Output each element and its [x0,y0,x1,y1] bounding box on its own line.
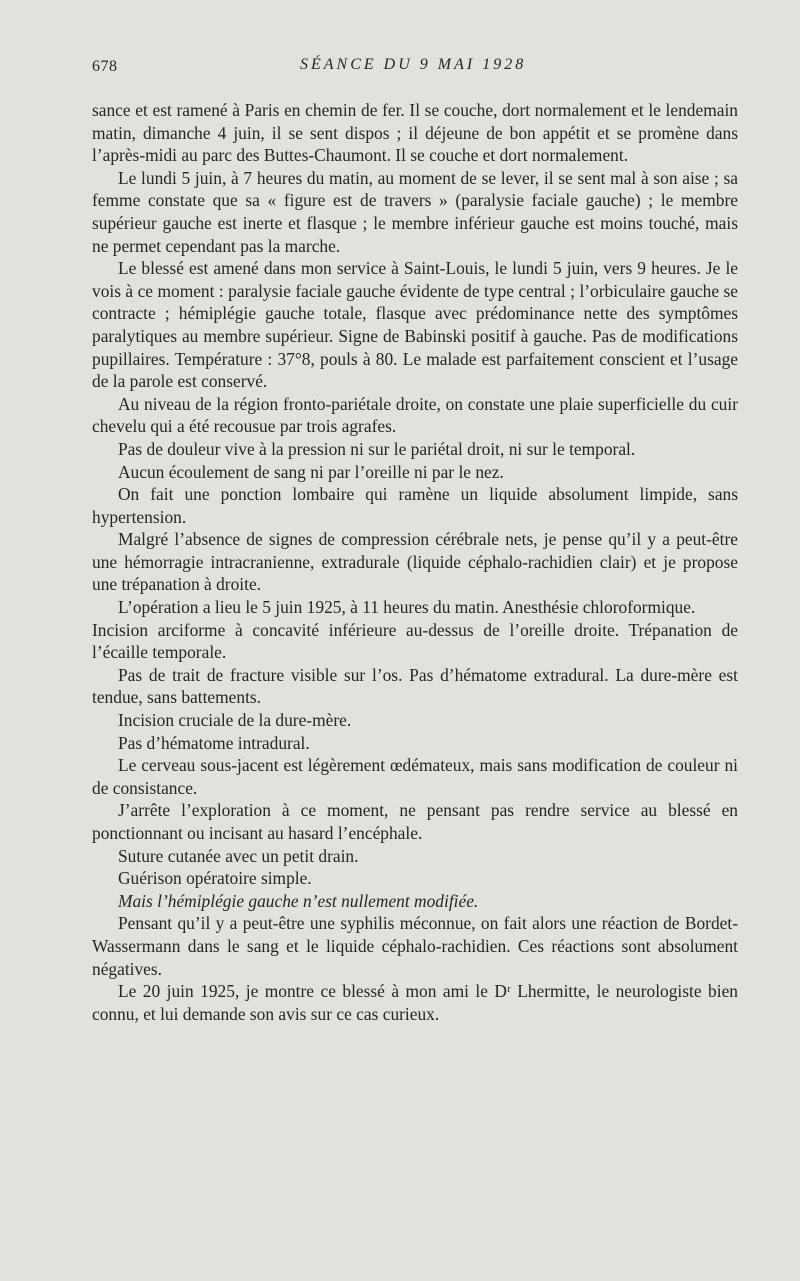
paragraph: Malgré l’absence de signes de compression cérébrale nets, je pense qu’il y a peut-être une hémorragie intracranienne, extradurale (liquide céphalo-rachidien clair) et je propose une trépanation à droite. [92,529,738,595]
paragraph: Incision cruciale de la dure-mère. [118,710,352,731]
page-number: 678 [92,58,118,75]
paragraph-italic: Mais l’hémiplégie gauche n’est nullement modifiée. [118,890,479,911]
paragraph: Suture cutanée avec un petit drain. [118,845,359,866]
paragraph: J’arrête l’exploration à ce moment, ne pensant pas rendre service au blessé en ponctionnant ou incisant au hasard l’encéphale. [92,800,738,843]
paragraph: Aucun écoulement de sang ni par l’oreille ni par le nez. [118,461,504,482]
paragraph: On fait une ponction lombaire qui ramène un liquide absolument limpide, sans hypertension. [92,484,738,527]
paragraph: Pas de trait de fracture visible sur l’os. Pas d’hématome extradural. La dure-mère est tendue, sans battements. [92,664,738,708]
paragraph-continuation: sance et est ramené à Paris en chemin de fer. Il se couche, dort normalement et le lendemain matin, dimanche 4 juin, il se sent dispos ; il déjeune de bon appétit et se promène dans l’après-midi au parc des Buttes-Chaumont. Il se couche et dort normalement. [92,100,738,166]
paragraph: Le 20 juin 1925, je montre ce blessé à mon ami le Dʳ Lhermitte, le neurologiste bien connu, et lui demande son avis sur ce cas curieux. [92,981,738,1024]
paragraph: Le lundi 5 juin, à 7 heures du matin, au moment de se lever, il se sent mal à son aise ; sa femme constate que sa « figure est de travers » (paralysie faciale gauche) ; le membre supérieur gauche est inerte et flasque ; le membre inférieur gauche est moins touché, mais ne permet cependant pas la marche. [92,167,738,256]
paragraph: Le blessé est amené dans mon service à Saint-Louis, le lundi 5 juin, vers 9 heures. Je le vois à ce moment : paralysie faciale gauche évidente de type central ; l’orbiculaire gauche se contracte ; hémiplégie gauche totale, flasque avec prédominance nette des symptômes paralytiques au membre supérieur. Signe de Babinski positif à gauche. Pas de modifications pupillaires. Température : 37°8, pouls à 80. Le malade est parfaitement conscient et l’usage de la parole est conservé. [92,258,738,392]
paragraph: Pas d’hématome intradural. [118,732,310,753]
paragraph: L’opération a lieu le 5 juin 1925, à 11 heures du matin. Anesthésie chloroformique. [118,597,696,618]
paragraph: Au niveau de la région fronto-pariétale droite, on constate une plaie superficielle du cuir chevelu qui a été recousue par trois agrafes. [92,393,738,437]
paragraph: Le cerveau sous-jacent est légèrement œdémateux, mais sans modification de couleur ni de consistance. [92,755,738,798]
running-head: SÉANCE DU 9 MAI 1928 [300,56,527,73]
paragraph: Guérison opératoire simple. [118,868,312,889]
paragraph: Pensant qu’il y a peut-être une syphilis méconnue, on fait alors une réaction de Bordet-Wassermann dans le sang et le liquide céphalo-rachidien. Ces réactions sont absolument négatives. [92,913,738,979]
paragraph: Pas de douleur vive à la pression ni sur le pariétal droit, ni sur le temporal. [118,438,636,459]
paragraph: Incision arciforme à concavité inférieure au-dessus de l’oreille droite. Trépanation de l’écaille temporale. [92,619,738,663]
body-text [92,99,738,1025]
page-header [92,54,744,80]
